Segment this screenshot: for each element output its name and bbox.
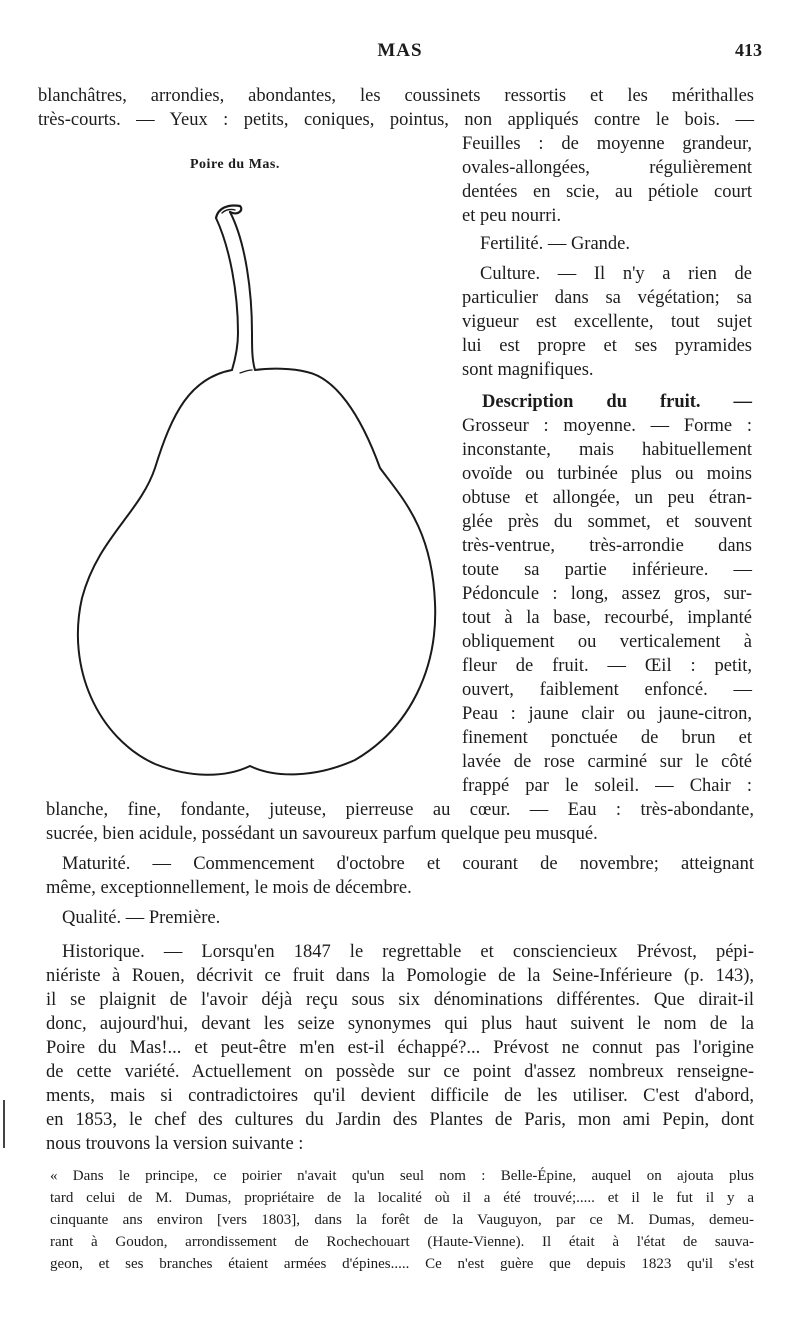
- pear-shoulder-shading: [240, 370, 252, 373]
- historique-line: de cette variété. Actuellement on possède sur ce point d'assez nombreux renseigne-: [46, 1062, 754, 1082]
- culture-line: particulier dans sa végétation; sa: [462, 288, 752, 308]
- fertilite-line: Fertilité. — Grande.: [480, 234, 631, 254]
- description-line: Grosseur : moyenne. — Forme :: [462, 416, 752, 436]
- description-line: toute sa partie inférieure. —: [462, 560, 752, 580]
- description-line: frappé par le soleil. — Chair :: [462, 776, 752, 796]
- historique-line: ments, mais si contradictoires qu'il devient difficile de les utiliser. C'est d'abord,: [46, 1086, 754, 1106]
- text-line: blanche, fine, fondante, juteuse, pierreuse au cœur. — Eau : très-abondante,: [46, 800, 754, 820]
- footnote-line: « Dans le principe, ce poirier n'avait qu'un seul nom : Belle-Épine, auquel on ajouta plus: [50, 1168, 754, 1184]
- running-head: [0, 40, 800, 66]
- margin-mark: [3, 1100, 5, 1148]
- historique-line: donc, aujourd'hui, devant les seize synonymes qui plus haut suivent le nom de la: [46, 1014, 754, 1034]
- description-line: ovoïde ou turbinée plus ou moins: [462, 464, 752, 484]
- description-line: lavée de rose carminé sur le côté: [462, 752, 752, 772]
- pear-illustration: [60, 198, 450, 783]
- pear-stalk-left-edge: [216, 218, 238, 370]
- culture-line: Culture. — Il n'y a rien de: [480, 264, 752, 284]
- feuilles-line: et peu nourri.: [462, 206, 562, 226]
- description-line: obliquement ou verticalement à: [462, 632, 752, 652]
- culture-line: sont magnifiques.: [462, 360, 594, 380]
- description-line: Peau : jaune clair ou jaune-citron,: [462, 704, 752, 724]
- pear-stalk-end: [216, 206, 241, 219]
- historique-line: nous trouvons la version suivante :: [46, 1134, 304, 1154]
- description-line: finement ponctuée de brun et: [462, 728, 752, 748]
- footnote-line: cinquante ans environ [vers 1803], dans la forêt de la Vauguyon, par ce M. Dumas, demeu-: [50, 1212, 754, 1228]
- running-head-title: MAS: [377, 40, 423, 61]
- description-line: tout à la base, recourbé, implanté: [462, 608, 752, 628]
- footnote-line: tard celui de M. Dumas, propriétaire de la localité où il a été trouvé;..... et il le fut il y a: [50, 1190, 754, 1206]
- historique-line: en 1853, le chef des cultures du Jardin des Plantes de Paris, mon ami Pepin, dont: [46, 1110, 754, 1130]
- historique-line: Poire du Mas!... et peut-être m'en est-il échappé?... Prévost ne connut pas l'origine: [46, 1038, 754, 1058]
- feuilles-line: Feuilles : de moyenne grandeur,: [462, 134, 752, 154]
- text-line: très-courts. — Yeux : petits, coniques, pointus, non appliqués contre le bois. —: [38, 110, 754, 130]
- maturite-line: même, exceptionnellement, le mois de décembre.: [46, 878, 412, 898]
- historique-line: il se plaignit de l'avoir déjà reçu sous six dénominations différentes. Que dirait-il: [46, 990, 754, 1010]
- footnote-line: rant à Goudon, arrondissement de Rochechouart (Haute-Vienne). Il était à l'état de sauva-: [50, 1234, 754, 1250]
- description-line: très-ventrue, très-arrondie dans: [462, 536, 752, 556]
- description-heading: Description du fruit. —: [482, 392, 752, 412]
- text-line: blanchâtres, arrondies, abondantes, les coussinets ressortis et les mérithalles: [38, 86, 754, 106]
- pear-body-outline: [78, 369, 435, 775]
- description-line: inconstante, mais habituellement: [462, 440, 752, 460]
- page-number: 413: [735, 40, 762, 60]
- figure-caption: Poire du Mas.: [190, 157, 280, 172]
- description-line: obtuse et allongée, un peu étran-: [462, 488, 752, 508]
- pear-stalk-right-edge: [230, 212, 255, 370]
- description-line: fleur de fruit. — Œil : petit,: [462, 656, 752, 676]
- culture-line: vigueur est excellente, tout sujet: [462, 312, 752, 332]
- historique-line: Historique. — Lorsqu'en 1847 le regrettable et consciencieux Prévost, pépi-: [62, 942, 754, 962]
- text-line: sucrée, bien acidule, possédant un savoureux parfum quelque peu musqué.: [46, 824, 598, 844]
- feuilles-line: dentées en scie, au pétiole court: [462, 182, 752, 202]
- culture-line: lui est propre et ses pyramides: [462, 336, 752, 356]
- maturite-line: Maturité. — Commencement d'octobre et courant de novembre; atteignant: [62, 854, 754, 874]
- feuilles-line: ovales-allongées, régulièrement: [462, 158, 752, 178]
- description-line: glée près du sommet, et souvent: [462, 512, 752, 532]
- qualite-line: Qualité. — Première.: [62, 908, 221, 928]
- description-line: Pédoncule : long, assez gros, sur-: [462, 584, 752, 604]
- historique-line: niériste à Rouen, décrivit ce fruit dans la Pomologie de la Seine-Inférieure (p. 143),: [46, 966, 754, 986]
- footnote-line: geon, et ses branches étaient armées d'épines..... Ce n'est guère que depuis 1823 qu'il s'est: [50, 1256, 754, 1272]
- description-line: ouvert, faiblement enfoncé. —: [462, 680, 752, 700]
